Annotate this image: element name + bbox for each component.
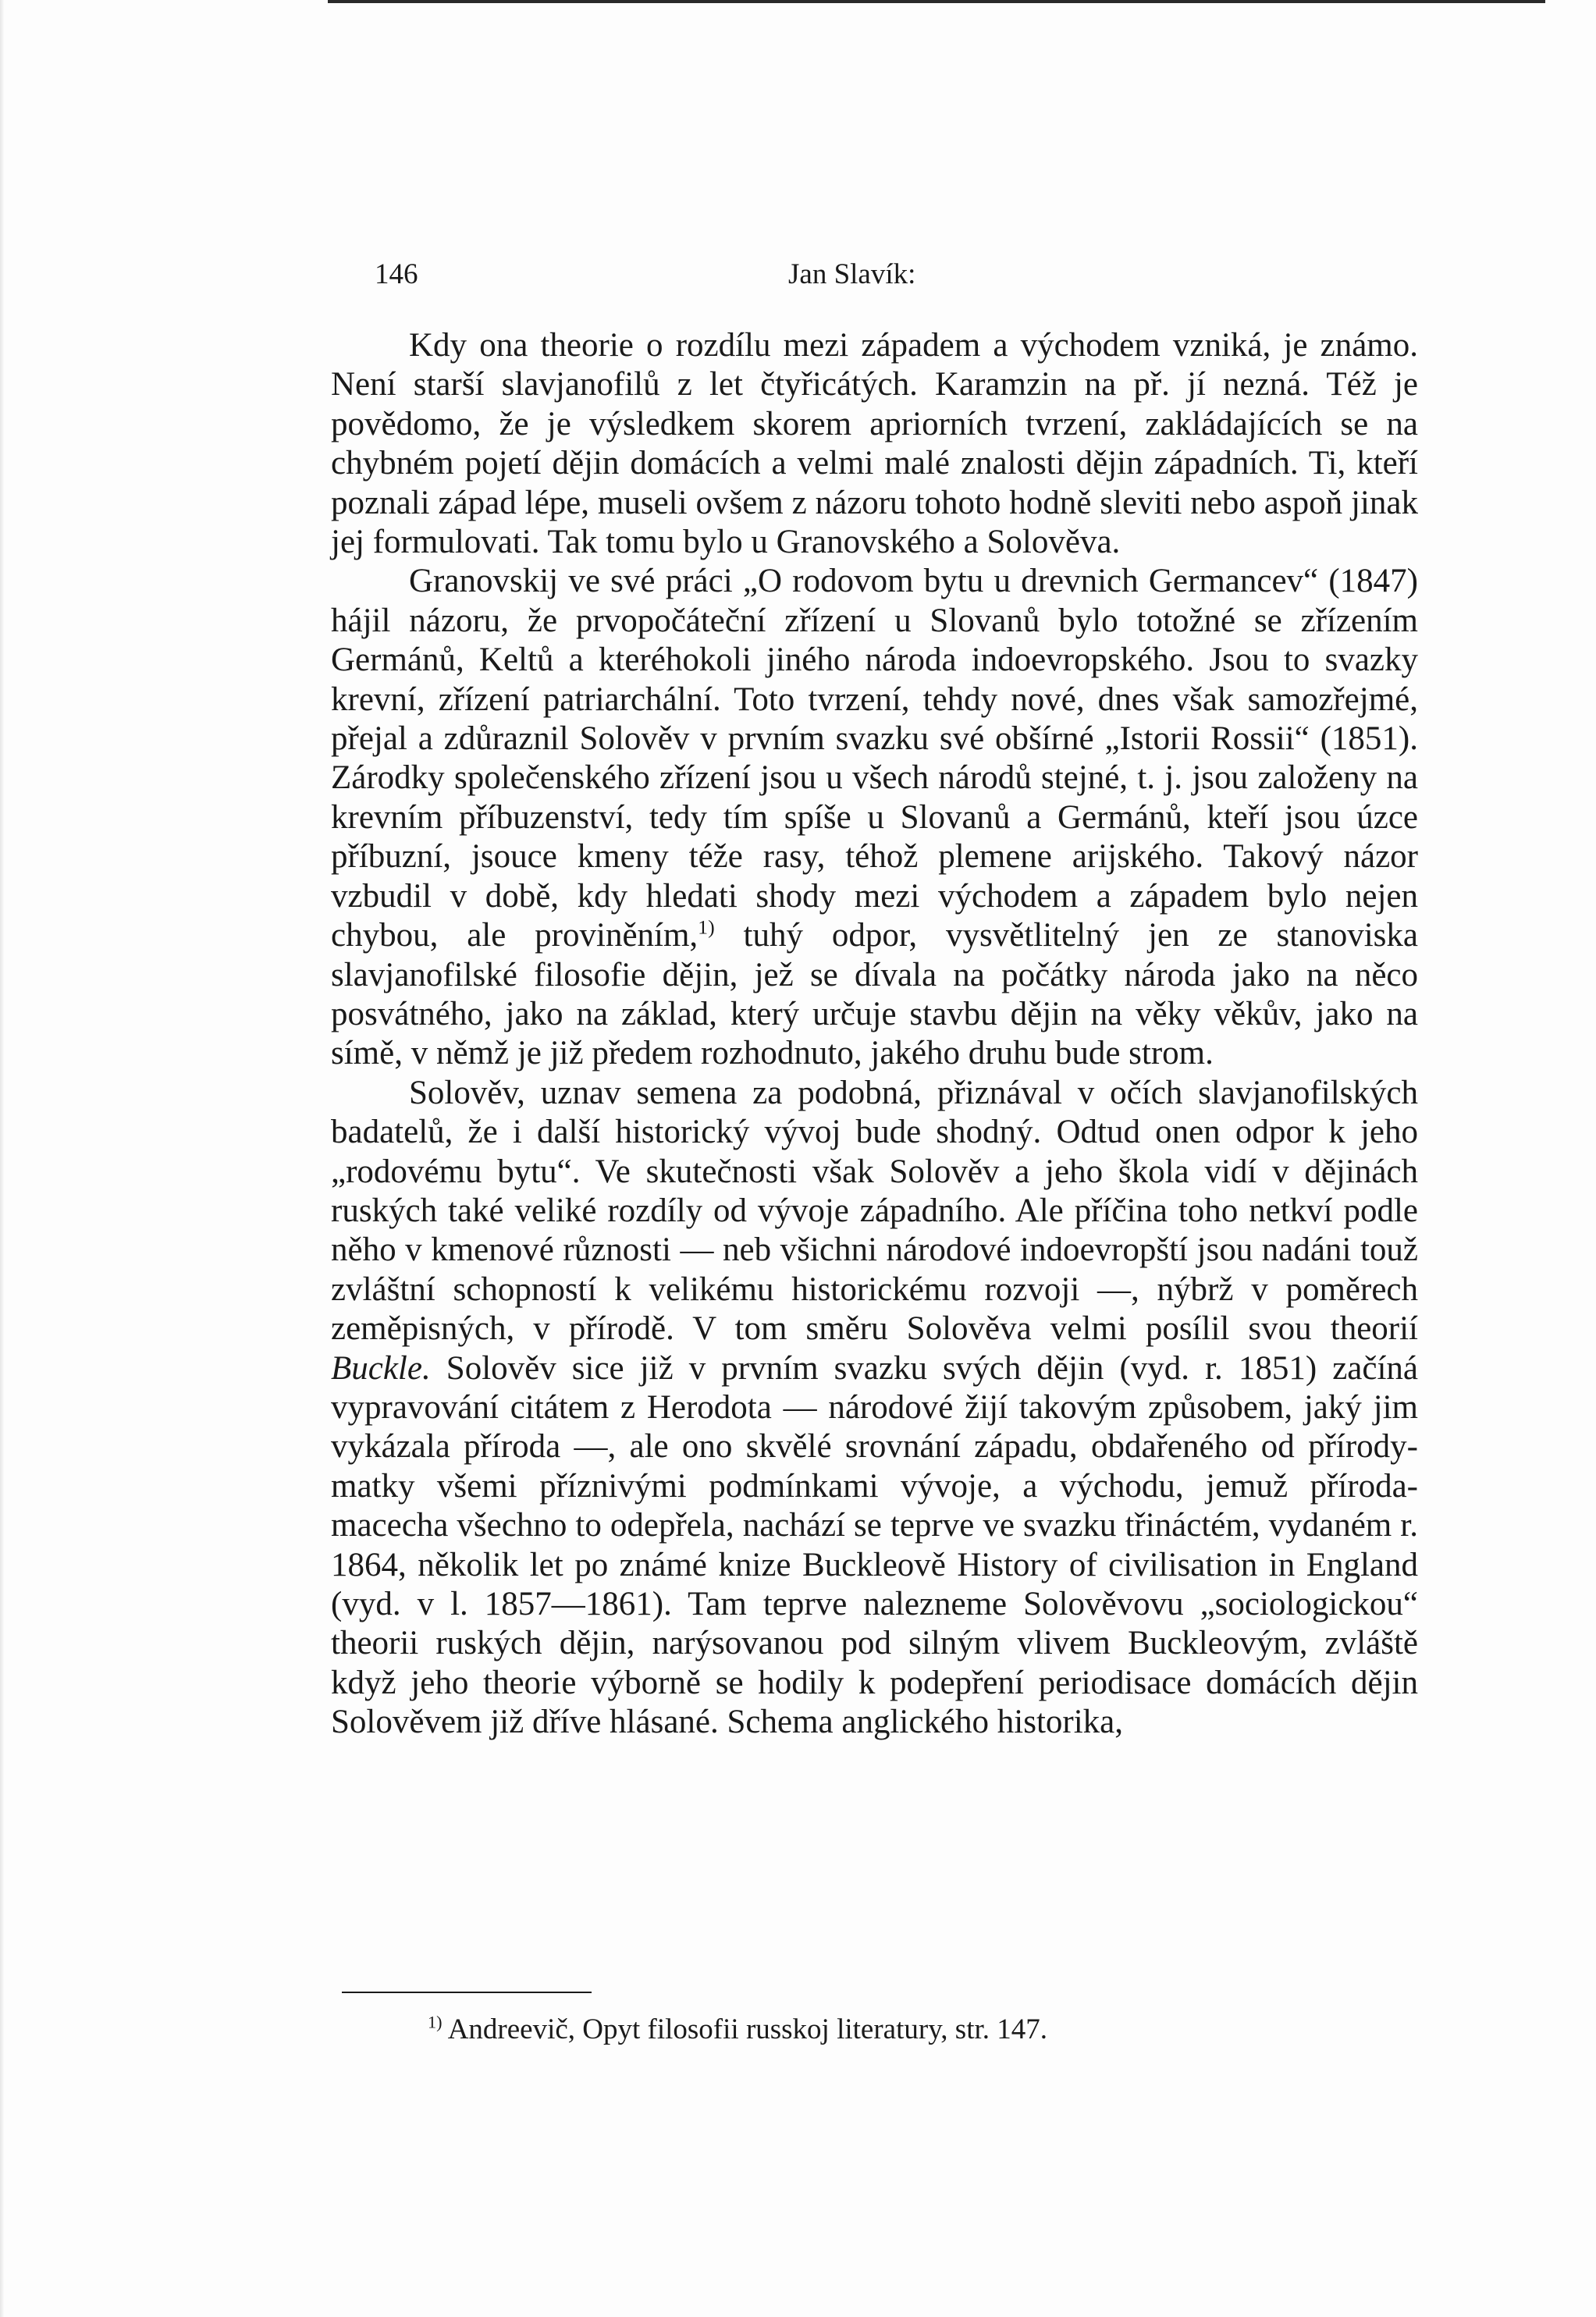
paragraph-2-text-a: Granovskij ve své práci „O rodovom bytu u drevnich Germancev“ (1847) hájil názoru, že prvopočáteční zřízení u Slovanů bylo totožné se zřízením Germánů, Keltů a kteréhokoli jiného národa indoevropského. Jsou to svazky krevní, zřízení patriarchální. Toto tvrzení, tehdy nové, dnes však samozřejmé, přejal a zdůraznil Solověv v prvním svazku své obšírné „Istorii Rossii“ (1851). Zárodky společenského zřízení jsou u všech národů stejné, t. j. jsou založeny na krevním příbuzenství, tedy tím spíše u Slovanů a Germánů, kteří jsou úzce příbuzní, jsouce kmeny téže rasy, téhož plemene arijského. Takový názor vzbudil v době, kdy hledati shody mezi východem a západem bylo nejen chybou, ale proviněním, xyxy=(331,563,1418,954)
paragraph-2 xyxy=(331,562,1418,1073)
paragraph-3-text-a: Solověv, uznav semena za podobná, přiznával v očích slavjanofilských badatelů, že i další historický vývoj bude shodný. Odtud onen odpor k jeho „rodovému bytu“. Ve skutečnosti však Solověv a jeho škola vidí v dějinách ruských také veliké rozdíly od vývoje západního. Ale příčina toho netkví podle něho v kmenové různosti — neb všichni národové indoevropští jsou nadáni touž zvláštní schopností k velikému historickému rozvoji —, nýbrž v poměrech zeměpisných, v přírodě. V tom směru Solověva velmi posílil svou theorií xyxy=(331,1074,1418,1348)
running-head: Jan Slavík: xyxy=(788,258,916,290)
scan-edge-left xyxy=(0,0,5,2317)
page-number: 146 xyxy=(375,258,418,290)
paragraph-1: Kdy ona theorie o rozdílu mezi západem a východem vzniká, je známo. Není starší slavjanofilů z let čtyřicátých. Karamzin na př. jí nezná. Též je povědomo, že je výsledkem skorem apriorních tvrzení, zakládajících se na chybném pojetí dějin domácích a velmi malé znalosti dějin západních. Ti, kteří poznali západ lépe, museli ovšem z názoru tohoto hodně sleviti nebo aspoň jinak jej formulovati. Tak tomu bylo u Granovského a Solověva. xyxy=(331,327,1418,561)
paragraph-2-text-b: tuhý odpor, vysvětlitelný jen ze stanoviska slavjanofilské filosofie dějin, jež se dívala na počátky národa jako na něco posvátného, jako na základ, který určuje stavbu dějin na věky věkův, jako na símě, v němž je již předem rozhodnuto, jakého druhu bude strom. xyxy=(331,917,1418,1072)
paragraph-3 xyxy=(331,1074,1418,1743)
page-header xyxy=(375,258,1272,297)
scan-edge-top xyxy=(328,0,1545,3)
footnote-marker: 1) xyxy=(428,2012,443,2032)
footnote-rule xyxy=(342,1992,592,1993)
footnote-reference: 1) xyxy=(698,915,715,939)
paragraph-3-text-b: Solověv sice již v prvním svazku svých dějin (vyd. r. 1851) začíná vypravování citátem z Herodota — národové žijí takovým způsobem, jaký jim vykázala příroda —, ale ono skvělé srovnání západu, obdařeného od přírody-matky všemi příznivými podmínkami vývoje, a východu, jemuž příroda-macecha všechno to odepřela, nachází se teprve ve svazku třináctém, vydaném r. 1864, několik let po známé knize Buckleově History of civilisation in England (vyd. v l. 1857—1861). Tam teprve nalezneme Solověvovu „sociologickou“ theorii ruských dějin, narýsovanou pod silným vlivem Buckleovým, zvláště když jeho theorie výborně se hodily k podepření periodisace domácích dějin Solověvem již dříve hlásané. Schema anglického historika, xyxy=(331,1349,1418,1741)
footnote-text: Andreevič, Opyt filosofii russkoj literatury, str. 147. xyxy=(442,2013,1048,2045)
paragraph-3-italic: Buckle. xyxy=(331,1349,431,1387)
body-text xyxy=(331,326,1418,1743)
footnote xyxy=(428,2012,1364,2048)
